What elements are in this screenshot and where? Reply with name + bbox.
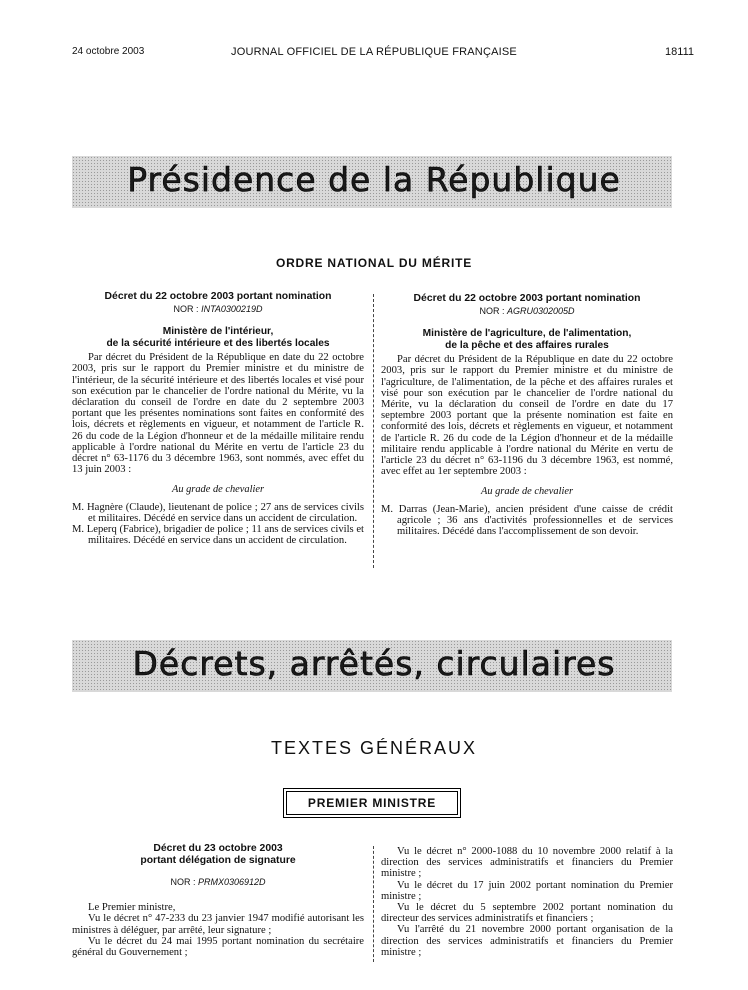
decree-bottom-right-para-1: Vu le décret n° 2000-1088 du 10 novembre 2000 relatif à la direction des services administratifs et financiers du Premier ministre ; (381, 846, 673, 880)
decree-left-nominee-1: M. Hagnère (Claude), lieutenant de police ; 27 ans de services civils et militaires. Décédé en service dans un accident de circulation. (72, 501, 364, 524)
decree-right-grade: Au grade de chevalier (480, 486, 574, 498)
banner-presidence-text: Présidence de la République (127, 160, 621, 199)
decree-bottom-para-2: Vu le décret n° 47-233 du 23 janvier 1947 modifié autorisant les ministres à déléguer, par arrêté, leur signature ; (72, 913, 364, 936)
decree-left-ministry: Ministère de l'intérieur, de la sécurité intérieure et des libertés locales (106, 326, 330, 349)
premier-ministre-label: PREMIER MINISTRE (286, 791, 458, 815)
decree-right-nor: NOR : AGRU0302005D (479, 306, 575, 316)
page-number: 18111 (665, 46, 694, 58)
decree-right-nominee: M. Darras (Jean-Marie), ancien président d'une caisse de crédit agricole ; 36 ans d'activités professionnelles et de services militaires. Décédé dans l'accomplissement de son devoir. (381, 503, 673, 538)
column-divider-top (373, 294, 374, 568)
column-divider-bottom (373, 846, 374, 962)
header-date: 24 octobre 2003 (72, 46, 145, 57)
decree-bottom-title-1: Décret du 23 octobre 2003 (153, 843, 283, 854)
decree-bottom-title-2: portant délégation de signature (140, 855, 296, 866)
decree-bottom-para-1: Le Premier ministre, (88, 902, 176, 914)
decree-bottom-left (72, 843, 364, 958)
decree-left-nominee-2: M. Leperq (Fabrice), brigadier de police ; 11 ans de services civils et militaires. Décédé en service dans un accident de circulation. (72, 524, 364, 547)
decree-bottom-right-para-2: Vu le décret du 17 juin 2002 portant nomination du Premier ministre ; (381, 879, 673, 902)
premier-ministre-box (283, 788, 461, 818)
decree-left (72, 291, 364, 546)
banner-decrets-text: Décrets, arrêtés, circulaires (132, 644, 616, 683)
decree-left-grade: Au grade de chevalier (171, 484, 265, 496)
decree-bottom-right-para-4: Vu l'arrêté du 21 novembre 2000 portant organisation de la direction des services administratifs et financiers du Premier ministre ; (381, 924, 673, 958)
journal-title: JOURNAL OFFICIEL DE LA RÉPUBLIQUE FRANÇAISE (231, 46, 517, 58)
decree-bottom-right (381, 846, 673, 958)
decree-right-title: Décret du 22 octobre 2003 portant nomination (413, 293, 641, 304)
decree-right-body: Par décret du Président de la République en date du 22 octobre 2003, pris sur le rapport du Premier ministre et du ministre de l'agriculture, de l'alimentation, de la pêche et des affaires rurales et visé pour son exécution par le chancelier de l'ordre national du Mérite, vu la déclaration du conseil de l'ordre en date du 17 septembre 2003 portant que la présente nomination est faite en conformité des lois, décrets et règlements en vigueur, et notamment de l'article R. 26 du code de la Légion d'honneur et de la médaille militaire rendu applicable à l'ordre national du Mérite en vertu de l'article 23 du décret n° 63-1196 du 3 décembre 1963, est nommé, avec effet au 1er septembre 2003 : (381, 354, 673, 478)
decree-right (381, 293, 673, 537)
decree-left-nor: NOR : INTA0300219D (173, 304, 263, 314)
textes-generaux-heading: TEXTES GÉNÉRAUX (270, 738, 478, 758)
decree-left-body: Par décret du Président de la République en date du 22 octobre 2003, pris sur le rapport du Premier ministre et du ministre de l'intérieur, de la sécurité intérieure et des libertés locales et visé pour son exécution par le chancelier de l'ordre national du Mérite, vu la déclaration du conseil de l'ordre en date du 2 septembre 2003 portant que les présentes nominations sont faites en conformité des lois, décrets et règlements en vigueur, et notamment de l'article R. 26 du code de la Légion d'honneur et de la médaille militaire rendu applicable à l'ordre national du Mérite en vertu de l'article 23 du décret n° 63-1176 du 3 décembre 1963, sont nommés, avec effet du 13 juin 2003 : (72, 352, 364, 476)
decree-bottom-nor: NOR : PRMX0306912D (170, 877, 266, 887)
decree-left-title: Décret du 22 octobre 2003 portant nomination (104, 291, 332, 302)
decree-bottom-para-3: Vu le décret du 24 mai 1995 portant nomination du secrétaire général du Gouvernement ; (72, 935, 364, 959)
decree-bottom-right-para-3: Vu le décret du 5 septembre 2002 portant nomination du directeur des services administratifs et financiers ; (381, 902, 673, 925)
decree-right-ministry: Ministère de l'agriculture, de l'alimentation, de la pêche et des affaires rurales (422, 328, 632, 351)
section-ordre-national: ORDRE NATIONAL DU MÉRITE (275, 256, 473, 270)
